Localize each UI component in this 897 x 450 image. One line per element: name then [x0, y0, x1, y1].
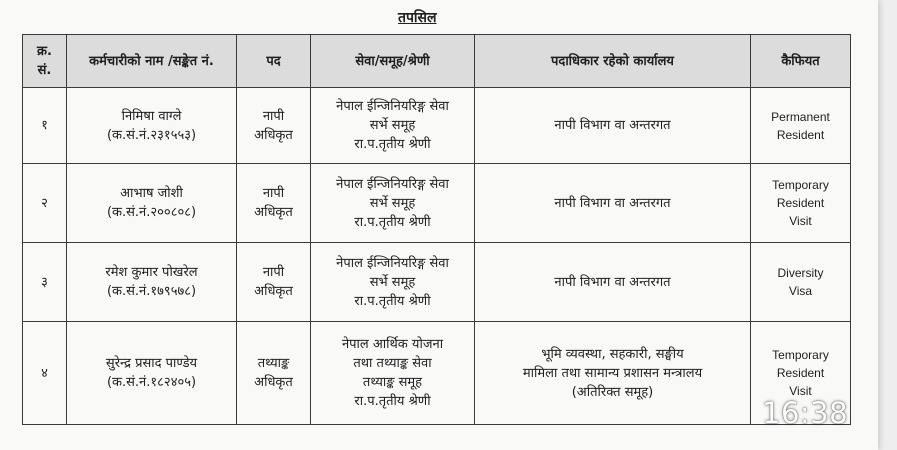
table-heading: तपसिल [398, 10, 437, 26]
header-employee-name: कर्मचारीको नाम /सङ्केत नं. [67, 35, 237, 88]
header-post: पद [237, 35, 311, 88]
table-row [23, 164, 851, 243]
cell-post: नापी अधिकृत [237, 164, 311, 243]
table-row [23, 88, 851, 164]
table-row [23, 243, 851, 322]
header-serial-number: क्र. सं. [23, 35, 67, 88]
cell-remarks: Diversity Visa [751, 243, 851, 322]
cell-post: तथ्याङ्क अधिकृत [237, 322, 311, 425]
cell-employee-name: रमेश कुमार पोखरेल (क.सं.नं.१७९५७८) [67, 243, 237, 322]
cell-service-group: नेपाल ईन्जिनियरिङ्ग सेवा सर्भे समूह रा.प.तृतीय श्रेणी [311, 243, 475, 322]
header-office: पदाधिकार रहेको कार्यालय [475, 35, 751, 88]
staff-table [22, 34, 851, 425]
table-header-row [23, 35, 851, 88]
cell-office: भूमि व्यवस्था, सहकारी, सङ्घीय मामिला तथा सामान्य प्रशासन मन्त्रालय (अतिरिक्त समूह) [475, 322, 751, 425]
cell-post: नापी अधिकृत [237, 243, 311, 322]
cell-service-group: नेपाल ईन्जिनियरिङ्ग सेवा सर्भे समूह रा.प.तृतीय श्रेणी [311, 88, 475, 164]
cell-serial-number: ३ [23, 243, 67, 322]
cell-post: नापी अधिकृत [237, 88, 311, 164]
header-remarks: कैफियत [751, 35, 851, 88]
cell-remarks: Permanent Resident [751, 88, 851, 164]
cell-serial-number: १ [23, 88, 67, 164]
status-clock: 16:38 [762, 396, 849, 430]
cell-office: नापी विभाग वा अन्तरगत [475, 164, 751, 243]
cell-employee-name: निमिषा वाग्ले (क.सं.नं.२३१५५३) [67, 88, 237, 164]
cell-employee-name: आभाष जोशी (क.सं.नं.२००८०८) [67, 164, 237, 243]
cell-serial-number: २ [23, 164, 67, 243]
cell-office: नापी विभाग वा अन्तरगत [475, 88, 751, 164]
cell-office: नापी विभाग वा अन्तरगत [475, 243, 751, 322]
cell-employee-name: सुरेन्द्र प्रसाद पाण्डेय (क.सं.नं.१८२४०५) [67, 322, 237, 425]
cell-remarks: Temporary Resident Visit [751, 164, 851, 243]
table-row [23, 322, 851, 425]
cell-remarks: Temporary Resident Visit [751, 322, 851, 425]
cell-serial-number: ४ [23, 322, 67, 425]
cell-service-group: नेपाल आर्थिक योजना तथा तथ्याङ्क सेवा तथ्याङ्क समूह रा.प.तृतीय श्रेणी [311, 322, 475, 425]
header-service-group: सेवा/समूह/श्रेणी [311, 35, 475, 88]
cell-service-group: नेपाल ईन्जिनियरिङ्ग सेवा सर्भे समूह रा.प.तृतीय श्रेणी [311, 164, 475, 243]
